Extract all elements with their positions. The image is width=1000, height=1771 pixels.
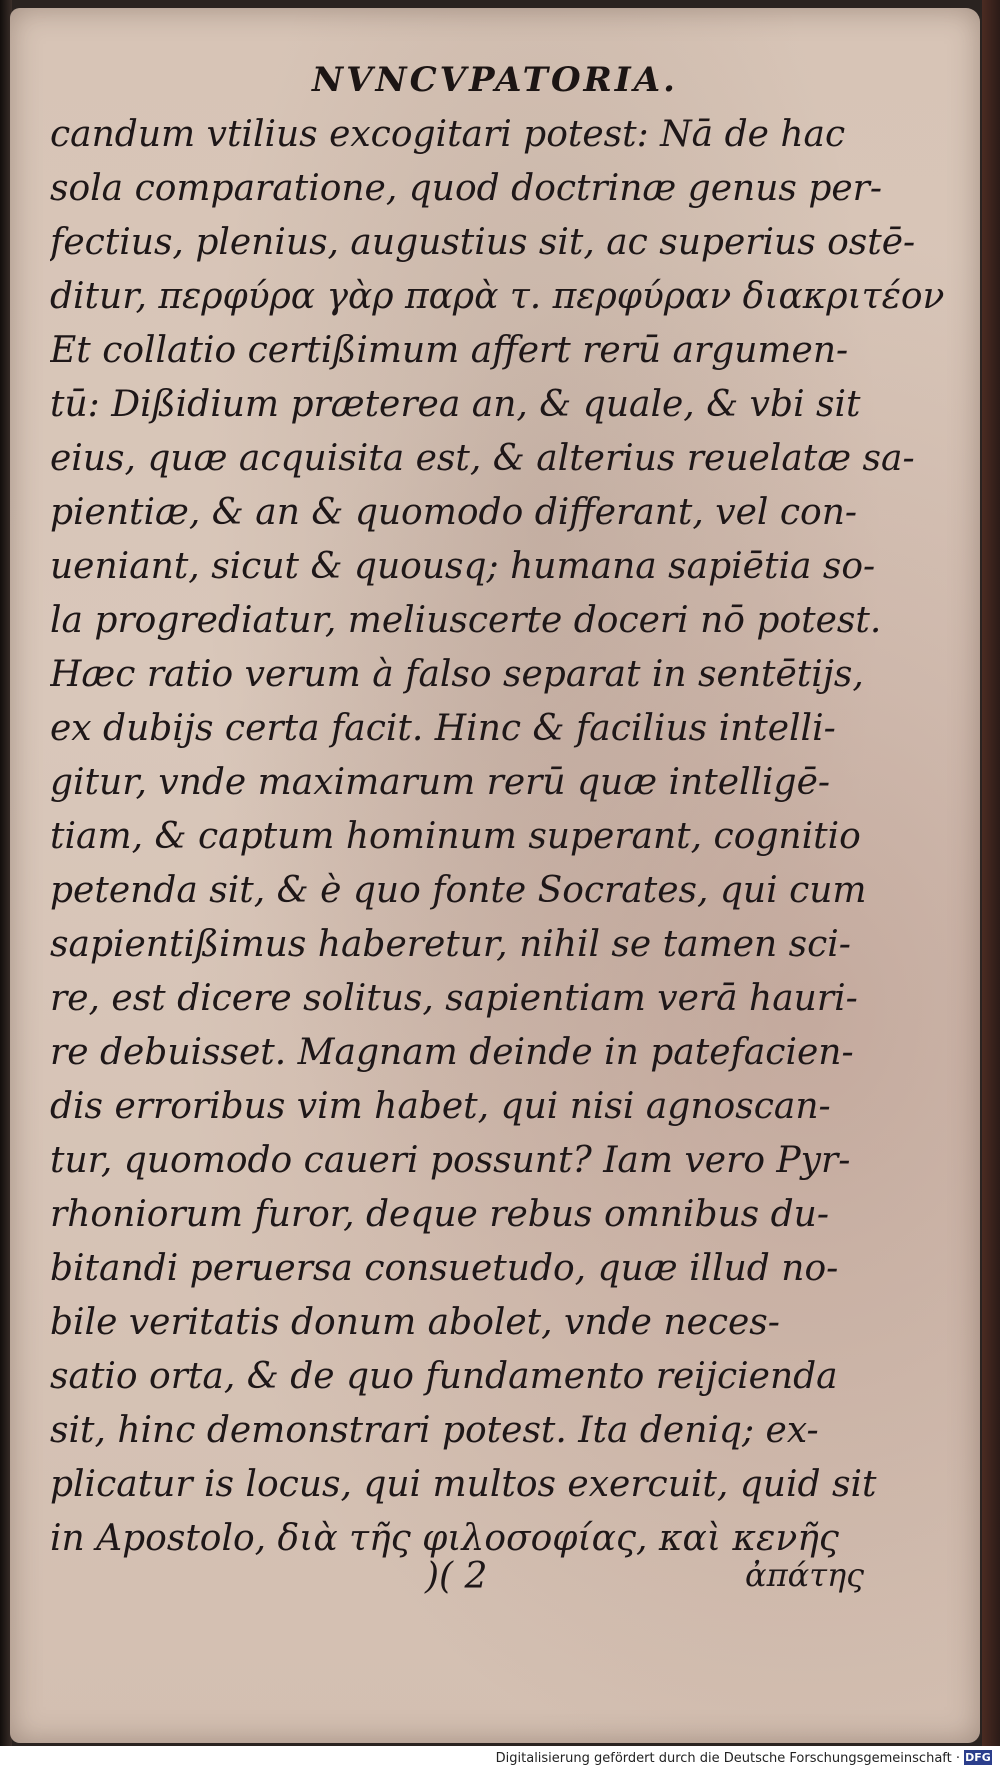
text-line: sapientißimus haberetur, nihil se tamen sci- <box>50 924 851 965</box>
catchword: ἀπάτης <box>745 1556 865 1594</box>
text-line: in Apostolo, διὰ τῆς φιλοσοφίας, καὶ κενῆς <box>50 1518 839 1559</box>
text-line: tū: Dißidium præterea an, & quale, & vbi sit <box>50 384 861 425</box>
text-line: plicatur is locus, qui multos exercuit, quid sit <box>50 1464 877 1505</box>
text-line: petenda sit, & è quo fonte Socrates, qui cum <box>50 870 867 911</box>
text-line: dis erroribus vim habet, qui nisi agnoscan- <box>50 1086 831 1127</box>
body-text <box>50 108 950 1566</box>
text-line: gitur, vnde maximarum rerū quæ intelligē- <box>50 762 831 803</box>
dfg-logo: DFG <box>965 1751 991 1764</box>
text-line: la progrediatur, meliuscerte doceri nō potest. <box>50 600 882 641</box>
text-line: sit, hinc demonstrari potest. Ita deniq; ex- <box>50 1410 819 1451</box>
page-stack-edge <box>982 0 1000 1750</box>
book-page <box>10 8 980 1743</box>
text-line: bitandi peruersa consuetudo, quæ illud no- <box>50 1248 839 1289</box>
text-line: re, est dicere solitus, sapientiam verā hauri- <box>50 978 858 1019</box>
text-line: ueniant, sicut & quousq; humana sapiētia so- <box>50 546 876 587</box>
text-line: sola comparatione, quod doctrinæ genus per- <box>50 168 883 209</box>
text-line: bile veritatis donum abolet, vnde neces- <box>50 1302 780 1343</box>
text-line: ditur, περφύρα γὰρ παρὰ τ. περφύραν διακριτέον <box>50 276 945 317</box>
text-line: Hæc ratio verum à falso separat in sentētijs, <box>50 654 864 695</box>
signature-mark: )( 2 <box>425 1556 488 1597</box>
text-line: fectius, plenius, augustius sit, ac superius ostē- <box>50 222 916 263</box>
text-line: re debuisset. Magnam deinde in patefacien- <box>50 1032 854 1073</box>
text-line: satio orta, & de quo fundamento reijcienda <box>50 1356 838 1397</box>
text-line: ex dubijs certa facit. Hinc & facilius intelli- <box>50 708 836 749</box>
text-line: rhoniorum furor, deque rebus omnibus du- <box>50 1194 829 1235</box>
text-line: candum vtilius excogitari potest: Nā de hac <box>50 114 846 155</box>
running-head: NVNCVPATORIA. <box>312 60 678 100</box>
digitization-credit: Digitalisierung gefördert durch die Deutsche Forschungsgemeinschaft · <box>495 1751 960 1766</box>
text-line: eius, quæ acquisita est, & alterius reuelatæ sa- <box>50 438 915 479</box>
text-line: pientiæ, & an & quomodo differant, vel con- <box>50 492 858 533</box>
text-line: Et collatio certißimum affert rerū argumen- <box>50 330 849 371</box>
text-line: tiam, & captum hominum superant, cognitio <box>50 816 861 857</box>
text-line: tur, quomodo caueri possunt? Iam vero Pyr- <box>50 1140 851 1181</box>
